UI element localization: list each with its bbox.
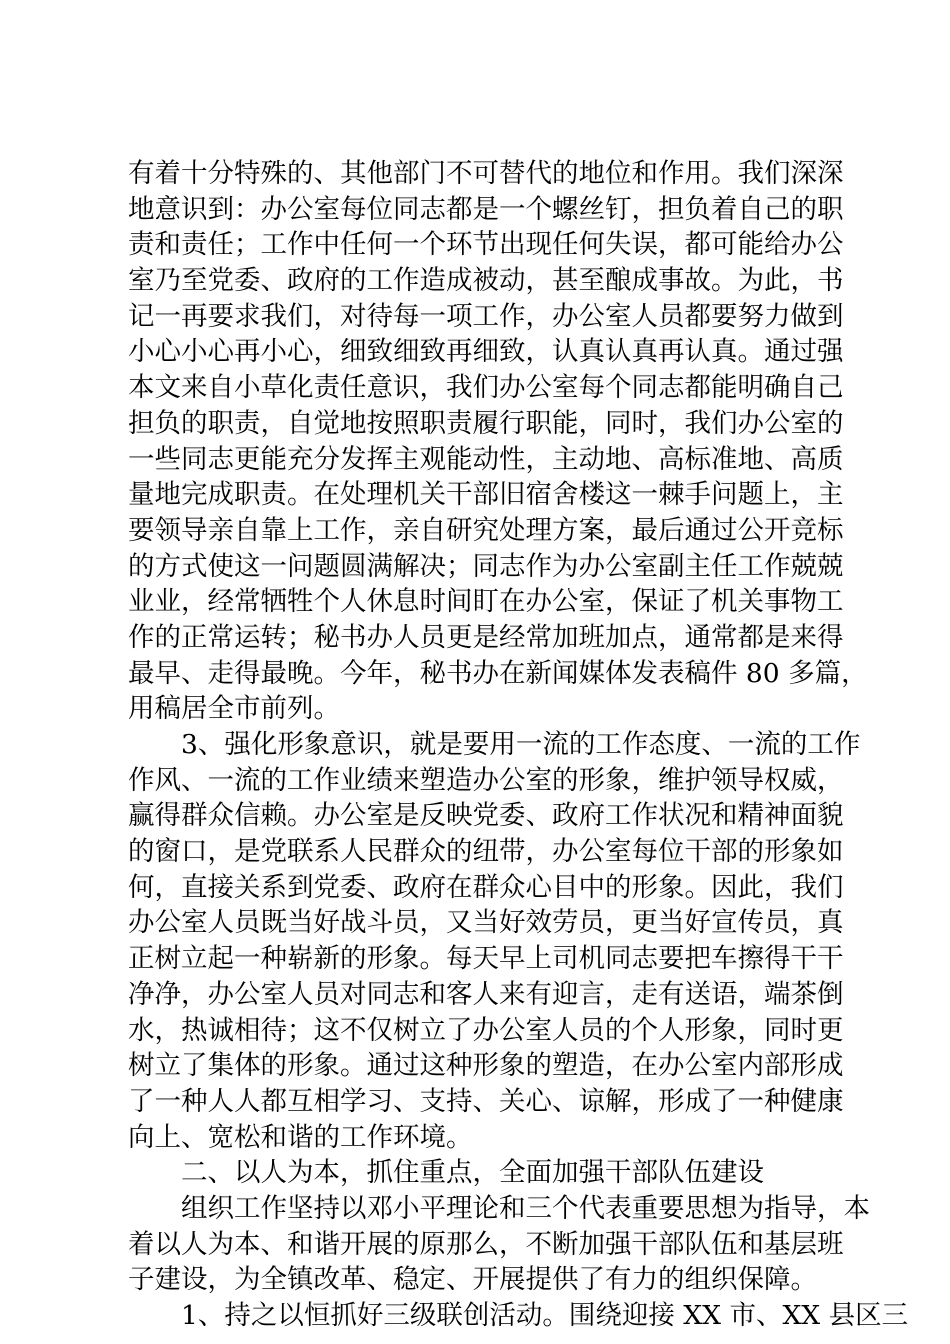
text-line: 用稿居全市前列。 <box>128 693 340 725</box>
text-line: 量地完成职责。在处理机关干部旧宿舍楼这一棘手问题上，主 <box>128 479 844 511</box>
text-line: 本文来自小草化责任意识，我们办公室每个同志都能明确自己 <box>128 372 844 404</box>
text-line: 地意识到：办公室每位同志都是一个螺丝钉，担负着自己的职 <box>128 193 844 225</box>
text-line: 作风、一流的工作业绩来塑造办公室的形象，维护领导权威， <box>128 764 844 796</box>
text-line: 小心小心再小心，细致细致再细致，认真认真再认真。通过强 <box>128 336 844 368</box>
text-line: 何，直接关系到党委、政府在群众心目中的形象。因此，我们 <box>128 871 844 903</box>
text-line: 赢得群众信赖。办公室是反映党委、政府工作状况和精神面貌 <box>128 800 844 832</box>
text-line: 记一再要求我们，对待每一项工作，办公室人员都要努力做到 <box>128 300 844 332</box>
text-line: 着以人为本、和谐开展的原那么，不断加强干部队伍和基层班 <box>128 1228 844 1260</box>
text-line: 责和责任；工作中任何一个环节出现任何失误，都可能给办公 <box>128 229 844 261</box>
text-line: 3、强化形象意识，就是要用一流的工作态度、一流的工作 <box>181 729 861 760</box>
text-line: 有着十分特殊的、其他部门不可替代的地位和作用。我们深深 <box>128 158 844 189</box>
text-line: 室乃至党委、政府的工作造成被动，甚至酿成事故。为此，书 <box>128 265 844 297</box>
text-line: 办公室人员既当好战斗员，又当好效劳员，更当好宣传员，真 <box>128 907 844 939</box>
text-line: 净净，办公室人员对同志和客人来有迎言，走有送语，端茶倒 <box>128 978 844 1010</box>
text-line: 组织工作坚持以邓小平理论和三个代表重要思想为指导，本 <box>181 1192 870 1224</box>
text-line: 子建设，为全镇改革、稳定、开展提供了有力的组织保障。 <box>128 1264 817 1296</box>
text-line: 业业，经常牺牲个人休息时间盯在办公室，保证了机关事物工 <box>128 586 844 618</box>
text-line: 树立了集体的形象。通过这种形象的塑造，在办公室内部形成 <box>128 1050 844 1082</box>
text-line: 1、持之以恒抓好三级联创活动。围绕迎接 XX 市、XX 县区三 <box>181 1300 909 1331</box>
document-body <box>128 156 909 1334</box>
text-line: 最早、走得最晚。今年，秘书办在新闻媒体发表稿件 80 多篇， <box>128 657 868 689</box>
text-line: 了一种人人都互相学习、支持、关心、谅解，形成了一种健康 <box>128 1085 844 1117</box>
text-line: 向上、宽松和谐的工作环境。 <box>128 1121 473 1153</box>
text-line: 的窗口，是党联系人民群众的纽带，办公室每位干部的形象如 <box>128 836 844 868</box>
text-line: 正树立起一种崭新的形象。每天早上司机同志要把车擦得干干 <box>128 943 844 975</box>
text-line: 的方式使这一问题圆满解决；同志作为办公室副主任工作兢兢 <box>128 550 844 582</box>
text-line: 担负的职责，自觉地按照职责履行职能，同时，我们办公室的 <box>128 407 844 439</box>
text-line: 作的正常运转；秘书办人员更是经常加班加点，通常都是来得 <box>128 621 844 653</box>
text-line: 水，热诚相待；这不仅树立了办公室人员的个人形象，同时更 <box>128 1014 844 1046</box>
section-heading: 二、以人为本，抓住重点，全面加强干部队伍建设 <box>181 1157 764 1189</box>
text-line: 一些同志更能充分发挥主观能动性，主动地、高标准地、高质 <box>128 443 844 475</box>
text-line: 要领导亲自靠上工作，亲自研究处理方案，最后通过公开竞标 <box>128 514 844 546</box>
